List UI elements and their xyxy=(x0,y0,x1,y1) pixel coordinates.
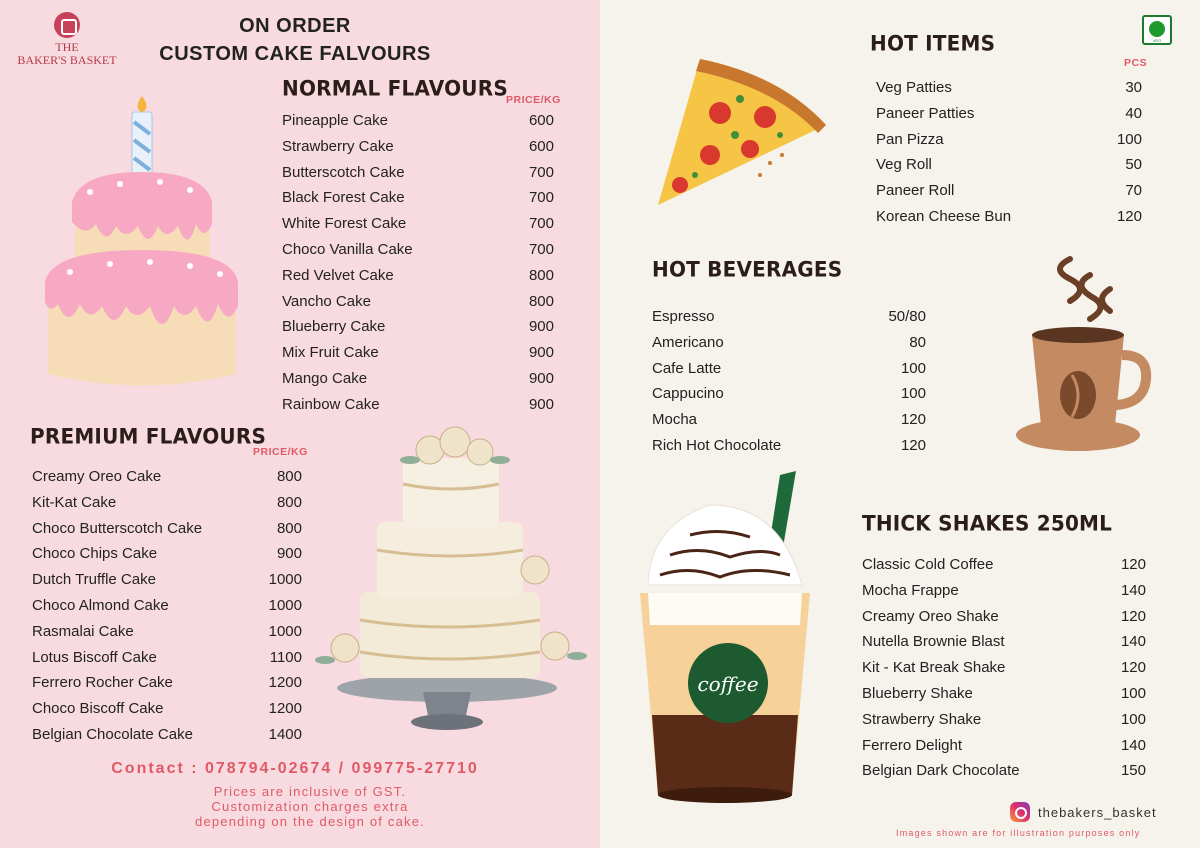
item-price: 1200 xyxy=(268,700,302,718)
item-name: Mix Fruit Cake xyxy=(282,344,379,362)
item-price: 800 xyxy=(276,468,302,485)
thick-shakes-heading: THICK SHAKES 250ML xyxy=(862,510,1113,536)
item-name: Kit-Kat Cake xyxy=(32,493,117,511)
item-name: Korean Cheese Bun xyxy=(876,207,1012,225)
veg-dot xyxy=(1149,21,1165,37)
item-name: Belgian Dark Chocolate xyxy=(862,762,1020,780)
menu-item xyxy=(282,340,554,366)
item-name: Veg Roll xyxy=(876,156,932,174)
logo-emblem-icon xyxy=(54,12,80,38)
item-name: Pineapple Cake xyxy=(282,112,388,129)
item-price: 100 xyxy=(1116,130,1142,148)
item-price: 900 xyxy=(528,318,554,336)
item-name: Vancho Cake xyxy=(282,292,371,310)
contact-info: Contact : 078794-02674 / 099775-27710 xyxy=(111,760,479,777)
brand-line1: THE xyxy=(55,40,79,54)
item-name: White Forest Cake xyxy=(282,215,407,233)
menu-item xyxy=(876,178,1142,204)
menu-item xyxy=(282,289,554,315)
item-price: 800 xyxy=(276,493,302,511)
menu-item xyxy=(652,304,926,330)
menu-item xyxy=(876,127,1142,153)
menu-item xyxy=(862,758,1146,784)
menu-item xyxy=(32,490,302,516)
item-name: Cappucino xyxy=(652,385,724,403)
menu-item xyxy=(32,464,302,490)
veg-symbol-icon xyxy=(1142,15,1172,45)
item-name: Classic Cold Coffee xyxy=(862,556,994,573)
menu-item xyxy=(862,733,1146,759)
menu-item xyxy=(282,185,554,211)
menu-item xyxy=(862,629,1146,655)
item-price: 700 xyxy=(528,240,554,258)
menu-item xyxy=(282,160,554,186)
hot-items-list xyxy=(876,75,1142,230)
item-name: Paneer Patties xyxy=(876,104,975,122)
item-price: 120 xyxy=(900,411,926,429)
item-price: 700 xyxy=(528,215,554,233)
title-line2: CUSTOM CAKE FALVOURS xyxy=(159,43,431,65)
item-name: Veg Patties xyxy=(876,79,952,96)
premium-flavours-heading: PREMIUM FLAVOURS xyxy=(30,423,267,449)
menu-item xyxy=(282,108,554,134)
menu-item xyxy=(876,101,1142,127)
item-name: Choco Almond Cake xyxy=(32,596,169,614)
item-name: Rainbow Cake xyxy=(282,395,380,413)
pizza-slice-illustration xyxy=(650,55,835,210)
hot-beverages-heading: HOT BEVERAGES xyxy=(652,256,843,282)
menu-item xyxy=(862,578,1146,604)
premium-unit-label: PRICE/KG xyxy=(253,446,308,458)
menu-item xyxy=(282,237,554,263)
item-name: Ferrero Delight xyxy=(862,736,963,754)
normal-flavours-list xyxy=(282,108,554,418)
item-name: Ferrero Rocher Cake xyxy=(32,674,173,692)
menu-item xyxy=(652,381,926,407)
item-price: 40 xyxy=(1125,104,1142,122)
menu-item xyxy=(282,366,554,392)
menu-item xyxy=(282,263,554,289)
menu-item xyxy=(652,407,926,433)
brand-line2: BAKER'S BASKET xyxy=(17,53,117,67)
item-name: Pan Pizza xyxy=(876,130,944,148)
thick-shakes-list xyxy=(862,552,1146,784)
item-price: 600 xyxy=(528,137,554,155)
menu-item xyxy=(862,707,1146,733)
menu-item xyxy=(282,211,554,237)
item-name: Blueberry Cake xyxy=(282,318,386,336)
menu-item xyxy=(32,593,302,619)
page-title xyxy=(140,12,450,68)
menu-item xyxy=(32,567,302,593)
item-price: 100 xyxy=(900,359,926,377)
item-name: Choco Butterscotch Cake xyxy=(32,519,203,537)
hot-items-heading: HOT ITEMS xyxy=(870,30,996,56)
item-name: Mocha Frappe xyxy=(862,581,959,599)
item-price: 140 xyxy=(1120,633,1146,651)
item-price: 120 xyxy=(1120,556,1146,573)
item-name: Blueberry Shake xyxy=(862,684,973,702)
item-name: Choco Vanilla Cake xyxy=(282,240,413,258)
menu-item xyxy=(32,670,302,696)
item-name: Espresso xyxy=(652,308,715,325)
item-name: Kit - Kat Break Shake xyxy=(862,659,1006,677)
item-price: 30 xyxy=(1125,79,1142,96)
menu-item xyxy=(32,541,302,567)
item-price: 120 xyxy=(1116,207,1142,225)
item-price: 80 xyxy=(909,333,926,351)
item-price: 1000 xyxy=(268,622,302,640)
item-name: Mocha xyxy=(652,411,698,429)
menu-item xyxy=(862,552,1146,578)
menu-item xyxy=(32,516,302,542)
item-price: 900 xyxy=(276,545,302,563)
hot-beverages-list xyxy=(652,304,926,459)
item-price: 1100 xyxy=(269,648,302,666)
menu-item xyxy=(862,604,1146,630)
hot-items-unit-label: PCS xyxy=(1124,57,1148,69)
item-price: 100 xyxy=(1120,684,1146,702)
item-name: Creamy Oreo Shake xyxy=(862,607,999,625)
instagram-icon xyxy=(1010,802,1030,822)
item-name: Americano xyxy=(652,333,724,351)
menu-item xyxy=(652,330,926,356)
wedding-cake-illustration xyxy=(305,420,600,740)
veg-label: VEG xyxy=(1152,38,1162,43)
item-name: Creamy Oreo Cake xyxy=(32,468,162,485)
item-price: 50 xyxy=(1125,156,1142,174)
item-price: 100 xyxy=(1120,710,1146,728)
item-price: 800 xyxy=(528,266,554,284)
menu-item xyxy=(32,696,302,722)
item-price: 150 xyxy=(1120,762,1146,780)
item-name: Strawberry Cake xyxy=(282,137,394,155)
item-price: 120 xyxy=(1120,659,1146,677)
birthday-cake-illustration xyxy=(40,92,240,397)
item-name: Red Velvet Cake xyxy=(282,266,394,284)
premium-flavours-list xyxy=(32,464,302,748)
item-price: 100 xyxy=(900,385,926,403)
menu-item xyxy=(32,619,302,645)
normal-unit-label: PRICE/KG xyxy=(506,94,561,106)
item-name: Lotus Biscoff Cake xyxy=(32,648,157,666)
item-price: 120 xyxy=(900,436,926,454)
menu-item xyxy=(282,314,554,340)
menu-item xyxy=(652,356,926,382)
note-line2: Customization charges extra xyxy=(211,799,409,814)
item-price: 700 xyxy=(528,163,554,181)
item-price: 70 xyxy=(1125,182,1142,200)
menu-item xyxy=(652,433,926,459)
item-name: Belgian Chocolate Cake xyxy=(32,725,193,743)
menu-item xyxy=(32,645,302,671)
image-disclaimer: Images shown are for illustration purposes only xyxy=(896,828,1141,838)
coffee-cup-illustration xyxy=(1010,255,1160,465)
item-name: Rich Hot Chocolate xyxy=(652,436,782,454)
menu-item xyxy=(282,392,554,418)
menu-item xyxy=(862,681,1146,707)
cup-label: coffee xyxy=(697,672,759,696)
brand-logo xyxy=(14,12,120,67)
menu-item xyxy=(282,134,554,160)
item-price: 900 xyxy=(528,344,554,362)
item-name: Mango Cake xyxy=(282,369,368,387)
item-price: 1000 xyxy=(268,596,302,614)
item-price: 800 xyxy=(276,519,302,537)
menu-item xyxy=(876,152,1142,178)
item-price: 50/80 xyxy=(888,308,926,325)
normal-flavours-heading: NORMAL FLAVOURS xyxy=(282,75,508,101)
menu-item xyxy=(862,655,1146,681)
menu-item xyxy=(876,75,1142,101)
item-price: 140 xyxy=(1120,736,1146,754)
note-line3: depending on the design of cake. xyxy=(195,814,425,829)
menu-item xyxy=(32,722,302,748)
item-name: Paneer Roll xyxy=(876,182,955,200)
instagram-handle-text: thebakers_basket xyxy=(1038,804,1157,820)
menu-item xyxy=(876,204,1142,230)
instagram-handle[interactable] xyxy=(1010,802,1157,822)
item-name: Butterscotch Cake xyxy=(282,163,405,181)
item-name: Dutch Truffle Cake xyxy=(32,571,156,589)
item-name: Choco Biscoff Cake xyxy=(32,700,164,718)
item-price: 900 xyxy=(528,395,554,413)
item-price: 900 xyxy=(528,369,554,387)
title-line1: ON ORDER xyxy=(239,15,351,37)
item-name: Rasmalai Cake xyxy=(32,622,134,640)
price-notes xyxy=(100,784,520,829)
item-price: 120 xyxy=(1120,607,1146,625)
note-line1: Prices are inclusive of GST. xyxy=(213,784,407,799)
item-price: 700 xyxy=(528,189,554,207)
frappe-cup-illustration xyxy=(630,465,820,810)
item-price: 1400 xyxy=(268,725,302,743)
item-name: Cafe Latte xyxy=(652,359,722,377)
item-price: 1000 xyxy=(268,571,302,589)
item-name: Choco Chips Cake xyxy=(32,545,158,563)
item-price: 140 xyxy=(1120,581,1146,599)
item-name: Nutella Brownie Blast xyxy=(862,633,1005,651)
item-price: 1200 xyxy=(268,674,302,692)
item-name: Black Forest Cake xyxy=(282,189,405,207)
item-price: 800 xyxy=(528,292,554,310)
item-price: 600 xyxy=(528,112,554,129)
item-name: Strawberry Shake xyxy=(862,710,982,728)
